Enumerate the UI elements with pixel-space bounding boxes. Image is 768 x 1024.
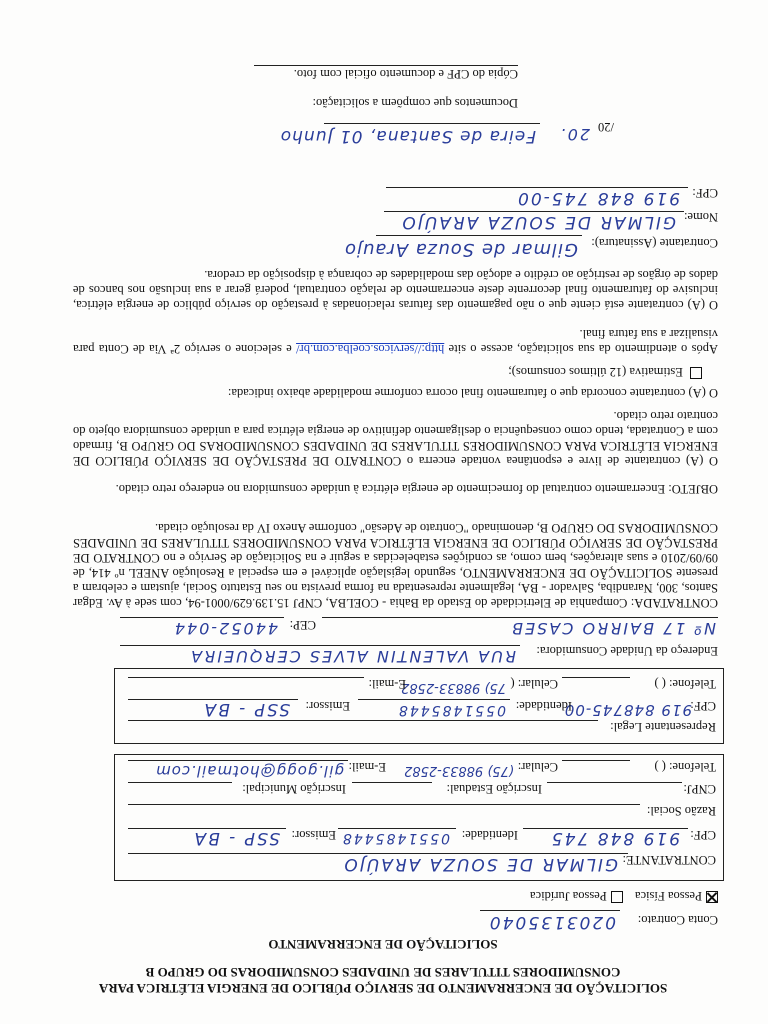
apos-text-post: e selecione o serviço 2ª Via de Conta para visualizar a sua fatura final. xyxy=(73,327,718,356)
nome-value[interactable]: GILMAR DE SOUZA ARAÚJO xyxy=(400,212,676,232)
pessoa-juridica-label: Pessoa Jurídica xyxy=(530,889,607,903)
contratante-emissor[interactable]: SSP - BA xyxy=(192,828,280,848)
title-line-2: CONSUMIDORES TITULARES DE UNIDADES CONSUMIDORAS DO GRUPO B xyxy=(145,965,621,980)
clause-faturamento: O (A) contratante concorda que o faturamento final ocorra conforme modalidade abaixo indicada: xyxy=(227,386,718,400)
contratante-cpf[interactable]: 919 848 745 xyxy=(549,828,680,848)
representante-line xyxy=(128,720,598,721)
pessoa-juridica-checkbox[interactable] xyxy=(611,891,623,903)
document-title xyxy=(58,964,708,996)
contratante-celular[interactable]: (75) 98833-2582 xyxy=(404,763,514,778)
endereco-label: Endereço da Unidade Consumidora: xyxy=(536,644,718,658)
razao-social-label: Razão Social: xyxy=(646,804,716,818)
pessoa-fisica-checkbox[interactable] xyxy=(706,891,718,903)
person-type-row xyxy=(530,888,718,903)
contratante-email-line xyxy=(128,760,348,761)
apos-atendimento-paragraph xyxy=(73,326,718,356)
signature-label: Contratante (Assinatura): xyxy=(591,236,718,250)
representante-identidade-line xyxy=(358,699,510,700)
documents-label: Documentos que compõem a solicitação: xyxy=(312,96,518,110)
contratada-paragraph: CONTRATADA: Companhia de Eletricidade do Estado da Bahia - COELBA, CNPJ 15.139.629/0001-94, com sede à Av. Edgar Santos, 300, Narandiba, Salvador - BA, legalmente representada na forma prevista no seu Estatuto Social, ajustam e celebram a presente SOLICITAÇÃO DE ENCERRAMENTO, segundo legislação aplicável e em especial a Resolução ANEEL nº 414, de 09/09/2010 e suas alterações, bem como, as condições estabelecidas a seguir e na Solicitação de Serviço e no CONTRATO DE PRESTAÇÃO DE SERVIÇO PÚBLICO DE ENERGIA ELÉTRICA PARA CONSUMIDORES TITULARES DE UNIDADES CONSUMIDORAS DO GRUPO B, denominado "Contrato de Adesão" conforme Anexo IV da resolução citada. xyxy=(73,521,718,610)
contratante-celular-label: Celular: xyxy=(517,760,558,774)
representante-identidade-label: Identidade: xyxy=(515,699,572,713)
objeto-paragraph: OBJETO: Encerramento contratual do fornecimento de energia elétrica à unidade consumidora no endereço retro citado. xyxy=(115,482,718,496)
endereco-line-2[interactable]: Nº 17 BAIRRO CASEB xyxy=(510,619,716,638)
signature-line xyxy=(376,235,582,236)
contract-account-label: Conta Contrato: xyxy=(637,913,718,927)
representante-telefone-label: Telefone: ( ) xyxy=(654,677,716,691)
inscricao-municipal-label: Inscrição Municipal: xyxy=(242,782,346,796)
cep-line xyxy=(120,617,284,618)
cep-value[interactable]: 44052-044 xyxy=(172,619,278,638)
contratante-identidade-line xyxy=(338,828,456,829)
representante-cpf[interactable]: 919 848745-00 xyxy=(563,701,692,719)
document-subtitle: SOLICITAÇÃO DE ENCERRAMENTO xyxy=(268,937,498,952)
cnpj-line xyxy=(547,782,682,783)
contratante-name[interactable]: GILMAR DE SOUZA ARAÚJO xyxy=(342,854,618,874)
representante-email-line xyxy=(128,677,364,678)
coelba-link[interactable]: http://servicos.coelba.com.br/ xyxy=(296,342,445,356)
representante-cpf-label: CPF: xyxy=(690,699,716,713)
place-date[interactable]: Feira de Santana, 01 Junho xyxy=(279,126,536,146)
contratante-identidade[interactable]: 0551485448 xyxy=(340,830,450,846)
representante-emissor-line xyxy=(128,699,298,700)
signature-cpf[interactable]: 919 848 745-00 xyxy=(516,188,680,208)
razao-social-line xyxy=(128,804,640,805)
year-prefix: /20 xyxy=(598,120,614,134)
contratante-label: CONTRATANTE: xyxy=(622,853,716,867)
representante-telefone-line xyxy=(562,677,630,678)
cnpj-label: CNPJ: xyxy=(683,782,716,796)
inscricao-municipal-line xyxy=(128,782,232,783)
pessoa-fisica-label: Pessoa Física xyxy=(634,889,702,903)
documents-item: Cópia do CPF e documento oficial com foto. xyxy=(293,67,518,81)
representante-celular-label: Celular: ( xyxy=(510,677,558,691)
endereco-value[interactable]: RUA VALENTIN ALVES CERQUEIRA xyxy=(189,647,516,666)
signature-cpf-label: CPF: xyxy=(692,186,718,200)
contract-account-underline xyxy=(480,910,620,911)
representante-emissor[interactable]: SSP - BA xyxy=(202,699,290,719)
estimativa-checkbox[interactable] xyxy=(690,367,702,379)
signature-handwritten[interactable]: Gilmar de Souza Araujo xyxy=(343,239,578,260)
endereco-line-2-underline xyxy=(322,617,718,618)
signature-cpf-line xyxy=(386,187,688,188)
estimativa-option xyxy=(508,364,702,379)
clause-encerramento: O (A) contratante de livre e espontânea vontade encerra o CONTRATO DE PRESTAÇÃO DE SERVIÇO PÚBLICO DE ENERGIA ELÉTRICA PARA CONSUMIDORES TITULARES DE UNIDADES CONSUMIDORAS DO GRUPO B, firmado com a Contratada, tendo como consequência o desligamento definitivo de energia elétrica para a unidade consumidora objeto do contrato retro citado. xyxy=(73,409,718,468)
nome-label: Nome: xyxy=(683,210,718,224)
place-date-line xyxy=(324,123,540,124)
cep-label: CEP: xyxy=(289,618,316,632)
contratante-cpf-label: CPF: xyxy=(690,828,716,842)
contratante-name-line xyxy=(128,853,628,854)
representante-email-label: E-mail: xyxy=(368,677,406,691)
clause-inadimplencia: O (A) contratante está ciente que o não pagamento das faturas relacionadas à prestação do serviço público de energia elétrica, inclusive do faturamento final decorrente deste encerramento de relação contratual, poderá gerar a sua inclusão nos bancos de dados de órgãos de restrição ao crédito e adoção das modalidades de cobrança à disposição da credora. xyxy=(73,268,718,312)
contratante-identidade-label: Identidade: xyxy=(461,828,518,842)
endereco-line xyxy=(120,645,520,646)
title-line-1: SOLICITAÇÃO DE ENCERRAMENTO DE SERVIÇO PÚBLICO DE ENERGIA ELÉTRICA PARA xyxy=(98,981,668,996)
contract-account-value[interactable]: 0203135040 xyxy=(487,912,616,932)
representante-identidade[interactable]: 0551485448 xyxy=(396,702,506,718)
representante-label: Representante Legal: xyxy=(610,720,716,734)
contratante-emissor-label: Emissor: xyxy=(291,828,336,842)
representante-celular[interactable]: 75) 98833-2582 xyxy=(401,680,506,695)
inscricao-estadual-line xyxy=(352,782,432,783)
contratante-email-label: E-mail: xyxy=(348,760,386,774)
contratante-telefone-label: Telefone: ( ) xyxy=(654,760,716,774)
year-value[interactable]: 20. xyxy=(558,125,590,144)
nome-line xyxy=(384,211,684,212)
apos-text-pre: Após o atendimento da sua solicitação, acesse o site xyxy=(444,342,718,356)
inscricao-estadual-label: Inscrição Estadual: xyxy=(446,782,542,796)
representante-emissor-label: Emissor: xyxy=(305,699,350,713)
contratante-emissor-line xyxy=(128,828,286,829)
documents-item-line xyxy=(254,65,518,66)
contratante-email[interactable]: gil.gogg@hotmail.com xyxy=(155,762,344,780)
estimativa-label: Estimativa (12 últimos consumos); xyxy=(508,365,683,379)
contratante-telefone-line xyxy=(562,760,630,761)
contratante-cpf-line xyxy=(523,828,688,829)
